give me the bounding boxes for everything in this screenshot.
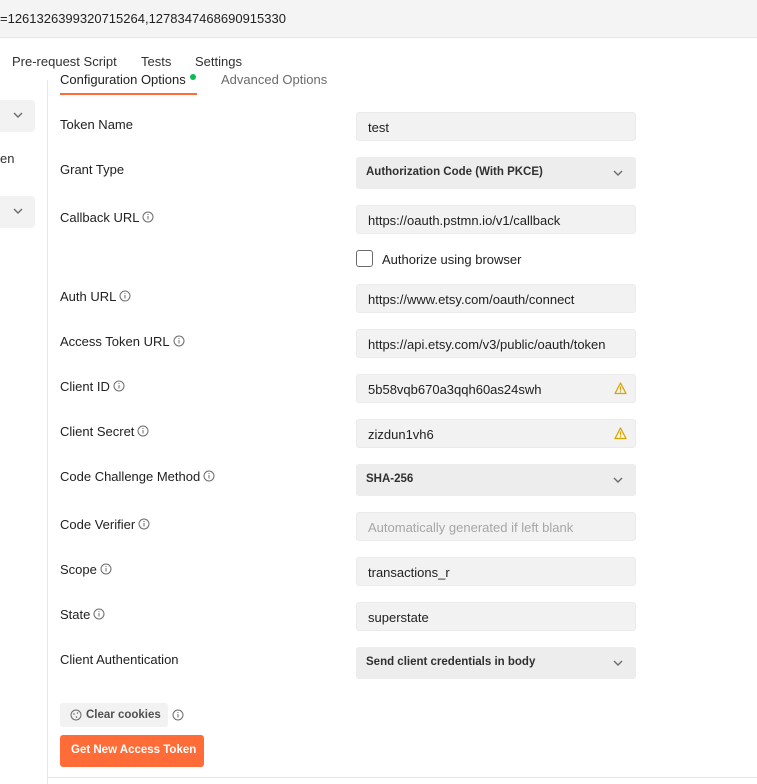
info-icon[interactable] [119,290,131,302]
callback-url-input[interactable] [356,205,636,234]
clear-cookies-label: Clear cookies [86,709,161,721]
info-icon[interactable] [203,470,215,482]
client-secret-input[interactable] [356,419,636,448]
scope-value: transactions_r [368,565,450,580]
auth-type-dropdown[interactable] [0,100,35,132]
callback-url-label: Callback URL [60,210,140,225]
client-secret-value: zizdun1vh6 [368,427,434,442]
info-icon[interactable] [100,563,112,575]
callback-url-value: https://oauth.pstmn.io/v1/callback [368,213,561,228]
state-input[interactable] [356,602,636,631]
access-token-url-label-row [60,334,185,349]
active-tab-indicator [60,93,197,95]
warning-icon[interactable] [614,427,627,440]
client-authentication-label: Client Authentication [60,652,179,667]
tab-settings[interactable]: Settings [195,54,242,69]
code-verifier-label: Code Verifier [60,517,136,532]
authorize-browser-label: Authorize using browser [382,252,522,267]
client-id-input[interactable] [356,374,636,403]
state-label-row [60,607,105,622]
bottom-divider [48,777,757,778]
info-icon[interactable] [138,518,150,530]
state-label: State [60,607,91,622]
tab-configuration-options[interactable] [60,72,196,87]
panel-partial-text: en [0,151,15,166]
url-bar[interactable] [0,0,757,38]
info-icon[interactable] [113,380,125,392]
chevron-down-icon [612,474,624,486]
access-token-url-value: https://api.etsy.com/v3/public/oauth/token [368,337,606,352]
chevron-down-icon [612,167,624,179]
tab-advanced-options[interactable]: Advanced Options [221,72,328,87]
code-challenge-label-row [60,469,215,484]
auth-type-panel [0,80,48,784]
code-verifier-placeholder: Automatically generated if left blank [368,520,574,535]
auth-url-value: https://www.etsy.com/oauth/connect [368,292,575,307]
client-id-label: Client ID [60,379,110,394]
get-new-access-token-button[interactable] [60,735,204,767]
client-authentication-value: Send client credentials in body [366,656,536,668]
auth-url-label: Auth URL [60,289,117,304]
info-icon[interactable] [172,709,184,721]
tab-configuration-label: Configuration Options [60,72,186,87]
checkbox-box[interactable] [356,250,373,267]
access-token-url-input[interactable] [356,329,636,358]
warning-icon[interactable] [614,382,627,395]
chevron-down-icon [12,205,24,217]
client-secret-label: Client Secret [60,424,135,439]
cookie-icon [70,709,82,721]
scope-label: Scope [60,562,97,577]
code-challenge-method-label: Code Challenge Method [60,469,201,484]
auth-url-label-row [60,289,131,304]
scope-input[interactable] [356,557,636,586]
auth-url-input[interactable] [356,284,636,313]
tab-tests[interactable]: Tests [141,54,172,69]
get-new-access-token-label: Get New Access Token [71,744,197,756]
client-secret-label-row [60,424,149,439]
access-token-url-label: Access Token URL [60,334,170,349]
state-value: superstate [368,610,429,625]
info-icon[interactable] [137,425,149,437]
callback-url-label-row [60,210,154,225]
clear-cookies-button[interactable] [60,703,168,727]
token-name-value: test [368,120,389,135]
token-name-input[interactable] [356,112,636,141]
grant-type-value: Authorization Code (With PKCE) [366,166,543,178]
tab-pre-request-script[interactable]: Pre-request Script [12,54,117,69]
client-id-label-row [60,379,125,394]
code-verifier-label-row [60,517,150,532]
status-dot-icon [190,74,196,80]
token-name-label: Token Name [60,117,133,132]
grant-type-label: Grant Type [60,162,125,177]
chevron-down-icon [12,109,24,121]
request-url-text[interactable]: =1261326399320715264,1278347468690915330 [0,11,286,26]
client-authentication-select[interactable] [356,647,636,679]
code-verifier-input[interactable] [356,512,636,541]
scope-label-row [60,562,112,577]
client-id-value: 5b58vqb670a3qqh60as24swh [368,382,542,397]
info-icon[interactable] [93,608,105,620]
code-challenge-method-value: SHA-256 [366,473,414,485]
chevron-down-icon [612,657,624,669]
code-challenge-method-select[interactable] [356,464,636,496]
grant-type-select[interactable] [356,157,636,189]
info-icon[interactable] [142,211,154,223]
info-icon[interactable] [173,335,185,347]
header-prefix-dropdown[interactable] [0,196,35,228]
